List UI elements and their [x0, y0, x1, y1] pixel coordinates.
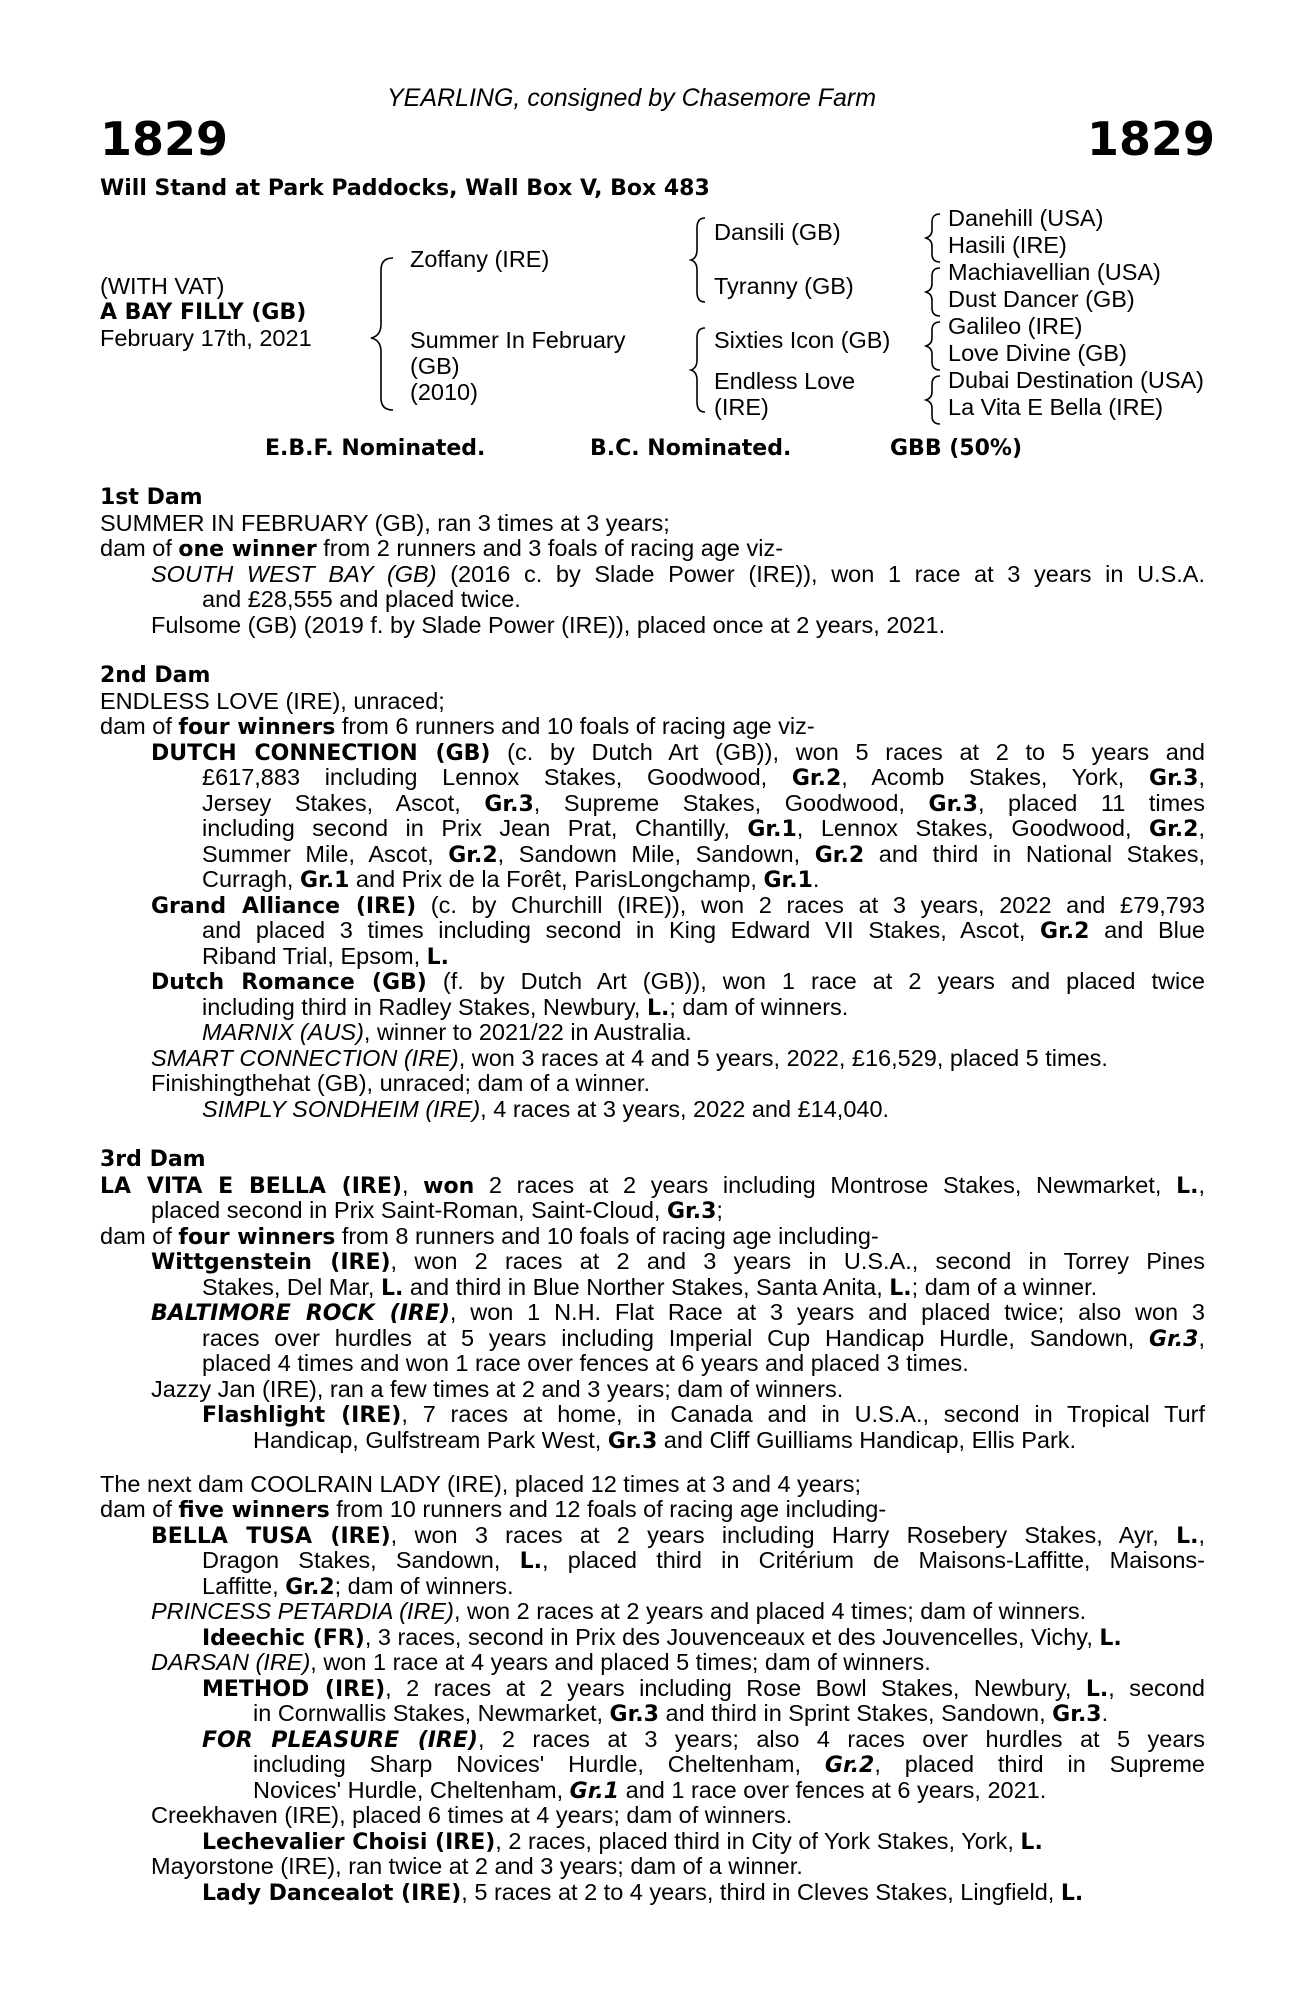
produce-grand-alliance: Grand Alliance (IRE) (c. by Churchill (IRE)), won 2 races at 3 years, 2022 and £79,793: [151, 892, 1205, 919]
grand-produce-flashlight: Flashlight (IRE), 7 races at home, in Canada and in U.S.A., second in Tropical Turf: [202, 1401, 1206, 1428]
ebf-nomination: E.B.F. Nominated.: [265, 436, 486, 461]
second-dam-line: ENDLESS LOVE (IRE), unraced;: [100, 688, 445, 714]
ancestor-ssd: Hasili (IRE): [948, 232, 1067, 258]
wittgenstein-line-2: Stakes, Del Mar, L. and third in Blue Norther Stakes, Santa Anita, L.; dam of a winner.: [202, 1274, 1098, 1301]
produce-mayorstone: Mayorstone (IRE), ran twice at 2 and 3 years; dam of a winner.: [151, 1853, 803, 1879]
dam-line-1: Summer In February: [410, 327, 626, 353]
next-dam-line: The next dam COOLRAIN LADY (IRE), placed 12 times at 3 and 4 years;: [100, 1471, 862, 1497]
produce-wittgenstein: Wittgenstein (IRE), won 2 races at 2 and 3 years in U.S.A., second in Torrey Pines: [151, 1248, 1205, 1275]
first-dam-heading: 1st Dam: [100, 485, 203, 510]
dam-line-2: (GB): [410, 353, 460, 379]
ancestor-sss: Danehill (USA): [948, 205, 1104, 231]
grand-produce-method: METHOD (IRE), 2 races at 2 years including Rose Bowl Stakes, Newbury, L., second: [202, 1675, 1205, 1702]
dutch-connection-line-2: £617,883 including Lennox Stakes, Goodwood, Gr.2, Acomb Stakes, York, Gr.3,: [202, 764, 1205, 791]
flashlight-line-2: Handicap, Gulfstream Park West, Gr.3 and Cliff Guilliams Handicap, Ellis Park.: [253, 1427, 1077, 1454]
dam-line-3: (2010): [410, 379, 478, 405]
grand-alliance-line-3: Riband Trial, Epsom, L.: [202, 943, 450, 970]
sire: Zoffany (IRE): [410, 246, 550, 272]
produce-finishingthehat: Finishingthehat (GB), unraced; dam of a winner.: [151, 1070, 650, 1096]
dutch-connection-line-5: Summer Mile, Ascot, Gr.2, Sandown Mile, Sandown, Gr.2 and third in National Stakes,: [202, 841, 1206, 868]
grand-produce-simply-sondheim: SIMPLY SONDHEIM (IRE), 4 races at 3 years, 2022 and £14,040.: [202, 1096, 890, 1122]
produce-smart-connection: SMART CONNECTION (IRE), won 3 races at 4 and 5 years, 2022, £16,529, placed 5 times.: [151, 1045, 1108, 1071]
dutch-connection-line-4: including second in Prix Jean Prat, Chantilly, Gr.1, Lennox Stakes, Goodwood, Gr.2,: [202, 815, 1205, 842]
produce-south-west-bay-cont: and £28,555 and placed twice.: [202, 586, 521, 612]
first-dam-line: SUMMER IN FEBRUARY (GB), ran 3 times at 3 years;: [100, 510, 670, 536]
third-dam-heading: 3rd Dam: [100, 1147, 206, 1172]
first-dam-produce-summary: dam of one winner from 2 runners and 3 foals of racing age viz-: [100, 535, 784, 562]
method-line-2: in Cornwallis Stakes, Newmarket, Gr.3 and third in Sprint Stakes, Sandown, Gr.3.: [253, 1700, 1109, 1727]
produce-bella-tusa: BELLA TUSA (IRE), won 3 races at 2 years including Harry Rosebery Stakes, Ayr, L.,: [151, 1522, 1205, 1549]
second-dam-produce-summary: dam of four winners from 6 runners and 10 foals of racing age viz-: [100, 713, 815, 740]
grand-produce-for-pleasure: FOR PLEASURE (IRE), 2 races at 3 years; also 4 races over hurdles at 5 years: [202, 1726, 1205, 1753]
for-pleasure-line-2: including Sharp Novices' Hurdle, Cheltenham, Gr.2, placed third in Supreme: [253, 1751, 1205, 1778]
produce-baltimore-rock: BALTIMORE ROCK (IRE), won 1 N.H. Flat Race at 3 years and placed twice; also won 3: [151, 1299, 1205, 1326]
grand-produce-ideechic: Ideechic (FR), 3 races, second in Prix des Jouvenceaux et des Jouvencelles, Vichy, L.: [202, 1624, 1122, 1651]
produce-princess-petardia: PRINCESS PETARDIA (IRE), won 2 races at 2 years and placed 4 times; dam of winners.: [151, 1598, 1087, 1624]
grand-produce-marnix: MARNIX (AUS), winner to 2021/22 in Australia.: [202, 1019, 692, 1045]
dutch-connection-line-6: Curragh, Gr.1 and Prix de la Forêt, ParisLongchamp, Gr.1.: [202, 866, 820, 893]
birth-date: February 17th, 2021: [100, 325, 312, 351]
third-dam-produce-summary: dam of four winners from 8 runners and 10 foals of racing age including-: [100, 1223, 879, 1250]
produce-south-west-bay: SOUTH WEST BAY (GB) (2016 c. by Slade Power (IRE)), won 1 race at 3 years in U.S.A.: [151, 561, 1205, 587]
grand-produce-lechevalier-choisi: Lechevalier Choisi (IRE), 2 races, placed third in City of York Stakes, York, L.: [202, 1828, 1043, 1855]
vat-note: (WITH VAT): [100, 273, 225, 299]
produce-jazzy-jan: Jazzy Jan (IRE), ran a few times at 2 and 3 years; dam of winners.: [151, 1376, 844, 1402]
grand-alliance-line-2: and placed 3 times including second in King Edward VII Stakes, Ascot, Gr.2 and Blue: [202, 917, 1205, 944]
ancestor-sds: Machiavellian (USA): [948, 259, 1161, 285]
lot-number-left: 1829: [100, 112, 229, 166]
produce-dutch-connection: DUTCH CONNECTION (GB) (c. by Dutch Art (GB)), won 5 races at 2 to 5 years and: [151, 739, 1205, 766]
dutch-romance-line-2: including third in Radley Stakes, Newbury, L.; dam of winners.: [202, 994, 849, 1021]
bella-tusa-line-2: Dragon Stakes, Sandown, L., placed third in Critérium de Maisons-Laffitte, Maisons-: [202, 1547, 1206, 1574]
bella-tusa-line-3: Laffitte, Gr.2; dam of winners.: [202, 1573, 514, 1600]
grand-produce-lady-dancealot: Lady Dancealot (IRE), 5 races at 2 to 4 years, third in Cleves Stakes, Lingfield, L.: [202, 1879, 1084, 1906]
ancestor-dss: Galileo (IRE): [948, 313, 1083, 339]
ancestor-sdd: Dust Dancer (GB): [948, 286, 1135, 312]
produce-dutch-romance: Dutch Romance (GB) (f. by Dutch Art (GB)), won 1 race at 2 years and placed twice: [151, 968, 1205, 995]
baltimore-rock-line-3: placed 4 times and won 1 race over fences at 6 years and placed 3 times.: [202, 1350, 969, 1376]
produce-creekhaven: Creekhaven (IRE), placed 6 times at 4 years; dam of winners.: [151, 1802, 793, 1828]
ancestor-dds: Dubai Destination (USA): [948, 367, 1204, 393]
third-dam-line-2: placed second in Prix Saint-Roman, Saint-Cloud, Gr.3;: [151, 1197, 723, 1224]
produce-fulsome: Fulsome (GB) (2019 f. by Slade Power (IRE)), placed once at 2 years, 2021.: [151, 612, 946, 638]
ancestor-dsd: Love Divine (GB): [948, 340, 1127, 366]
sire-of-dam: Sixties Icon (GB): [714, 327, 891, 353]
dutch-connection-line-3: Jersey Stakes, Ascot, Gr.3, Supreme Stakes, Goodwood, Gr.3, placed 11 times: [202, 790, 1205, 817]
lot-number-right: 1829: [1087, 112, 1216, 166]
dam-of-dam-line-1: Endless Love: [714, 368, 856, 394]
for-pleasure-line-3: Novices' Hurdle, Cheltenham, Gr.1 and 1 race over fences at 6 years, 2021.: [253, 1777, 1047, 1804]
gbb-status: GBB (50%): [890, 436, 1023, 461]
lot-title: A BAY FILLY (GB): [100, 300, 307, 325]
dam-of-sire: Tyranny (GB): [714, 273, 854, 299]
sire-of-sire: Dansili (GB): [714, 219, 841, 245]
second-dam-heading: 2nd Dam: [100, 663, 211, 688]
catalogue-subtitle: YEARLING, consigned by Chasemore Farm: [387, 84, 877, 112]
ancestor-ddd: La Vita E Bella (IRE): [948, 394, 1164, 420]
produce-darsan: DARSAN (IRE), won 1 race at 4 years and placed 5 times; dam of winners.: [151, 1649, 931, 1675]
next-dam-produce-summary: dam of five winners from 10 runners and 12 foals of racing age including-: [100, 1496, 887, 1523]
baltimore-rock-line-2: races over hurdles at 5 years including Imperial Cup Handicap Hurdle, Sandown, Gr.3,: [202, 1325, 1205, 1352]
third-dam-line-1: LA VITA E BELLA (IRE), won 2 races at 2 years including Montrose Stakes, Newmarket, L.,: [100, 1172, 1205, 1199]
dam-of-dam-line-2: (IRE): [714, 394, 769, 420]
bc-nomination: B.C. Nominated.: [590, 436, 792, 461]
stand-location: Will Stand at Park Paddocks, Wall Box V, Box 483: [100, 176, 710, 201]
